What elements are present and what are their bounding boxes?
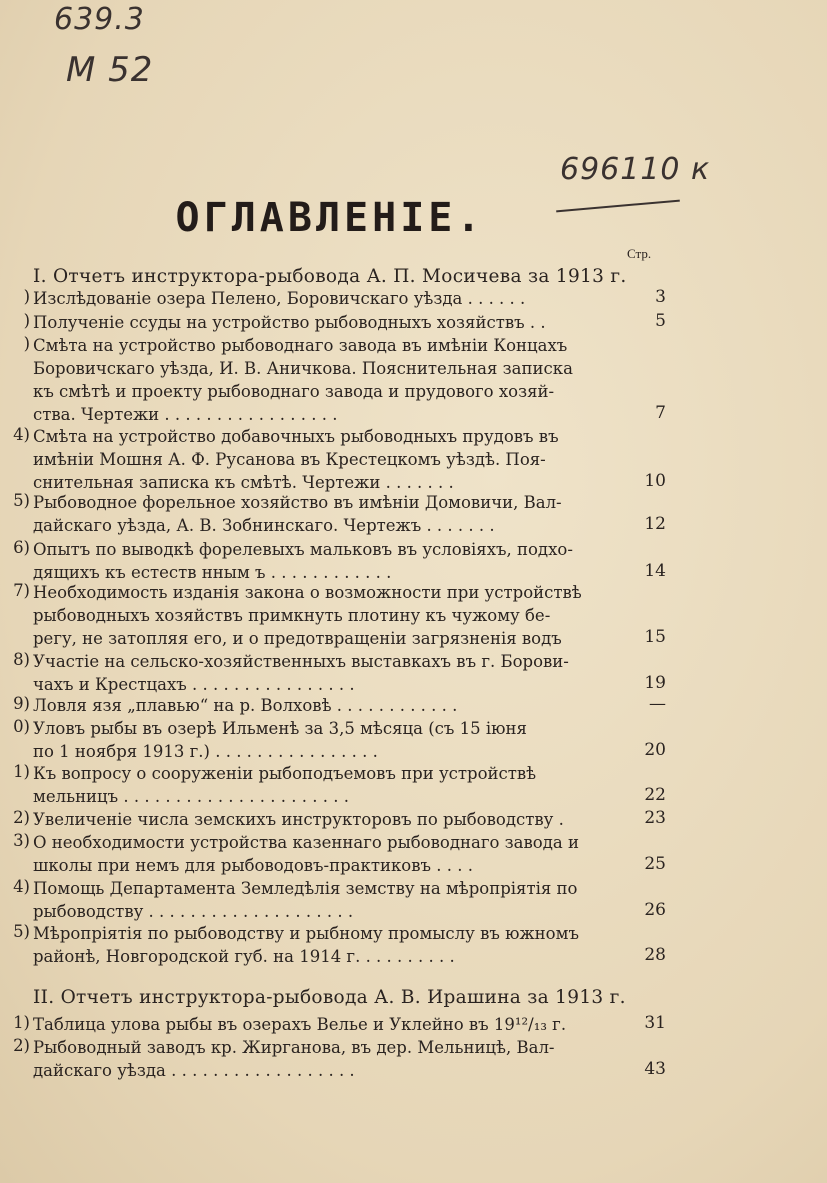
inventory-number: 696110 к bbox=[560, 152, 711, 187]
entry-text: Необходимость изданія закона о возможности при устройствѣ рыбоводныхъ хозяйствъ примкнуть плотину къ чужому бе- регу, не затопляя его, и о предотвращеніи загрязненія водъ bbox=[33, 583, 582, 648]
page-title: ОГЛАВЛЕНІЕ. bbox=[175, 195, 485, 241]
entry-page-number: 3 bbox=[655, 287, 666, 307]
entry-page-number: 14 bbox=[644, 561, 666, 581]
entry-number: ) bbox=[23, 287, 30, 306]
entry-number: 8) bbox=[13, 650, 30, 669]
entry-number: 9) bbox=[13, 694, 30, 713]
entry-number: ) bbox=[23, 334, 30, 353]
entry-text: Ловля язя „плавью“ на р. Волховѣ . . . . . . . . . . . . bbox=[33, 696, 458, 715]
entry-page-number: 43 bbox=[644, 1059, 666, 1079]
entry-page-number: 23 bbox=[644, 808, 666, 828]
entry-page-number: 31 bbox=[644, 1013, 666, 1033]
entry-page-number: 5 bbox=[655, 311, 666, 331]
entry-text: Уловъ рыбы въ озерѣ Ильменѣ за 3,5 мѣсяца (съ 15 іюня по 1 ноября 1913 г.) . . . . . . . . . . . . . . . . bbox=[33, 719, 527, 761]
entry-text: Мѣропріятія по рыбоводству и рыбному промыслу въ южномъ районѣ, Новгородской губ. на 1914 г. . . . . . . . . . bbox=[33, 924, 579, 966]
entry-page-number: 15 bbox=[644, 627, 666, 647]
entry-page-number: 28 bbox=[644, 945, 666, 965]
entry-page-number: 19 bbox=[644, 673, 666, 693]
entry-number: 5) bbox=[13, 491, 30, 510]
entry-number: 4) bbox=[13, 425, 30, 444]
shelfmark-code: M 52 bbox=[66, 50, 154, 90]
entry-text: Полученіе ссуды на устройство рыбоводныхъ хозяйствъ . . bbox=[33, 313, 546, 332]
entry-number: ) bbox=[23, 311, 30, 330]
entry-text: Рыбоводный заводъ кр. Жирганова, въ дер. Мельницѣ, Вал- дайскаго уѣзда . . . . . . . . . . . . . . . . . . bbox=[33, 1038, 555, 1080]
entry-page-number: 22 bbox=[644, 785, 666, 805]
entry-number: 5) bbox=[13, 922, 30, 941]
entry-text: Рыбоводное форельное хозяйство въ имѣніи Домовичи, Вал- дайскаго уѣзда, А. В. Зобнинскаго. Чертежъ . . . . . . . bbox=[33, 493, 562, 535]
entry-number: 4) bbox=[13, 877, 30, 896]
entry-page-number: — bbox=[649, 694, 666, 714]
entry-number: 6) bbox=[13, 538, 30, 557]
section-2-title: II. Отчетъ инструктора-рыбовода А. В. Ирашина за 1913 г. bbox=[33, 987, 626, 1008]
entry-text: Къ вопросу о сооруженіи рыбоподъемовъ при устройствѣ мельницъ . . . . . . . . . . . . . . . . . . . . . . bbox=[33, 764, 537, 806]
entry-text: Смѣта на устройство рыбоводнаго завода въ имѣніи Концахъ Боровичскаго уѣзда, И. В. Аничкова. Пояснительная записка къ смѣтѣ и проекту рыбоводнаго завода и прудового хозяй- ства. Чертежи . . . . . . . . . . . . . . . . . bbox=[33, 336, 573, 424]
page-column-header: Стр. bbox=[627, 246, 652, 261]
entry-text: Помощь Департамента Земледѣлія земству на мѣропріятія по рыбоводству . . . . . . . . . . . . . . . . . . . . bbox=[33, 879, 578, 921]
entry-number: 3) bbox=[13, 831, 30, 850]
entry-number: 0) bbox=[13, 717, 30, 736]
entry-page-number: 25 bbox=[644, 854, 666, 874]
entry-text: Смѣта на устройство добавочныхъ рыбоводныхъ прудовъ въ имѣніи Мошня А. Ф. Русанова въ Крестецкомъ уѣздѣ. Поя- снительная записка къ смѣтѣ. Чертежи . . . . . . . bbox=[33, 427, 559, 492]
entry-page-number: 26 bbox=[644, 900, 666, 920]
entry-number: 2) bbox=[13, 1036, 30, 1055]
entry-text: О необходимости устройства казеннаго рыбоводнаго завода и школы при немъ для рыбоводовъ-практиковъ . . . . bbox=[33, 833, 579, 875]
entry-text: Изслѣдованіе озера Пелено, Боровичскаго уѣзда . . . . . . bbox=[33, 289, 526, 308]
entry-number: 1) bbox=[13, 762, 30, 781]
entry-number: 1) bbox=[13, 1013, 30, 1032]
shelfmark-class: 639.3 bbox=[54, 2, 145, 37]
entry-text: Опытъ по выводкѣ форелевыхъ мальковъ въ условіяхъ, подхо- дящихъ къ естеств нным ъ . . . . . . . . . . . . bbox=[33, 540, 573, 582]
entry-text: Участіе на сельско-хозяйственныхъ выставкахъ въ г. Борови- чахъ и Крестцахъ . . . . . . . . . . . . . . . . bbox=[33, 652, 569, 694]
section-1-title: I. Отчетъ инструктора-рыбовода А. П. Мосичева за 1913 г. bbox=[33, 266, 627, 287]
entry-text: Увеличеніе числа земскихъ инструкторовъ по рыбоводству . bbox=[33, 810, 564, 829]
entry-page-number: 20 bbox=[644, 740, 666, 760]
entry-page-number: 7 bbox=[655, 403, 666, 423]
entry-text: Таблица улова рыбы въ озерахъ Велье и Уклейно въ 19¹²/₁₃ г. bbox=[33, 1015, 567, 1034]
entry-number: 2) bbox=[13, 808, 30, 827]
entry-number: 7) bbox=[13, 581, 30, 600]
entry-page-number: 10 bbox=[644, 471, 666, 491]
entry-page-number: 12 bbox=[644, 514, 666, 534]
